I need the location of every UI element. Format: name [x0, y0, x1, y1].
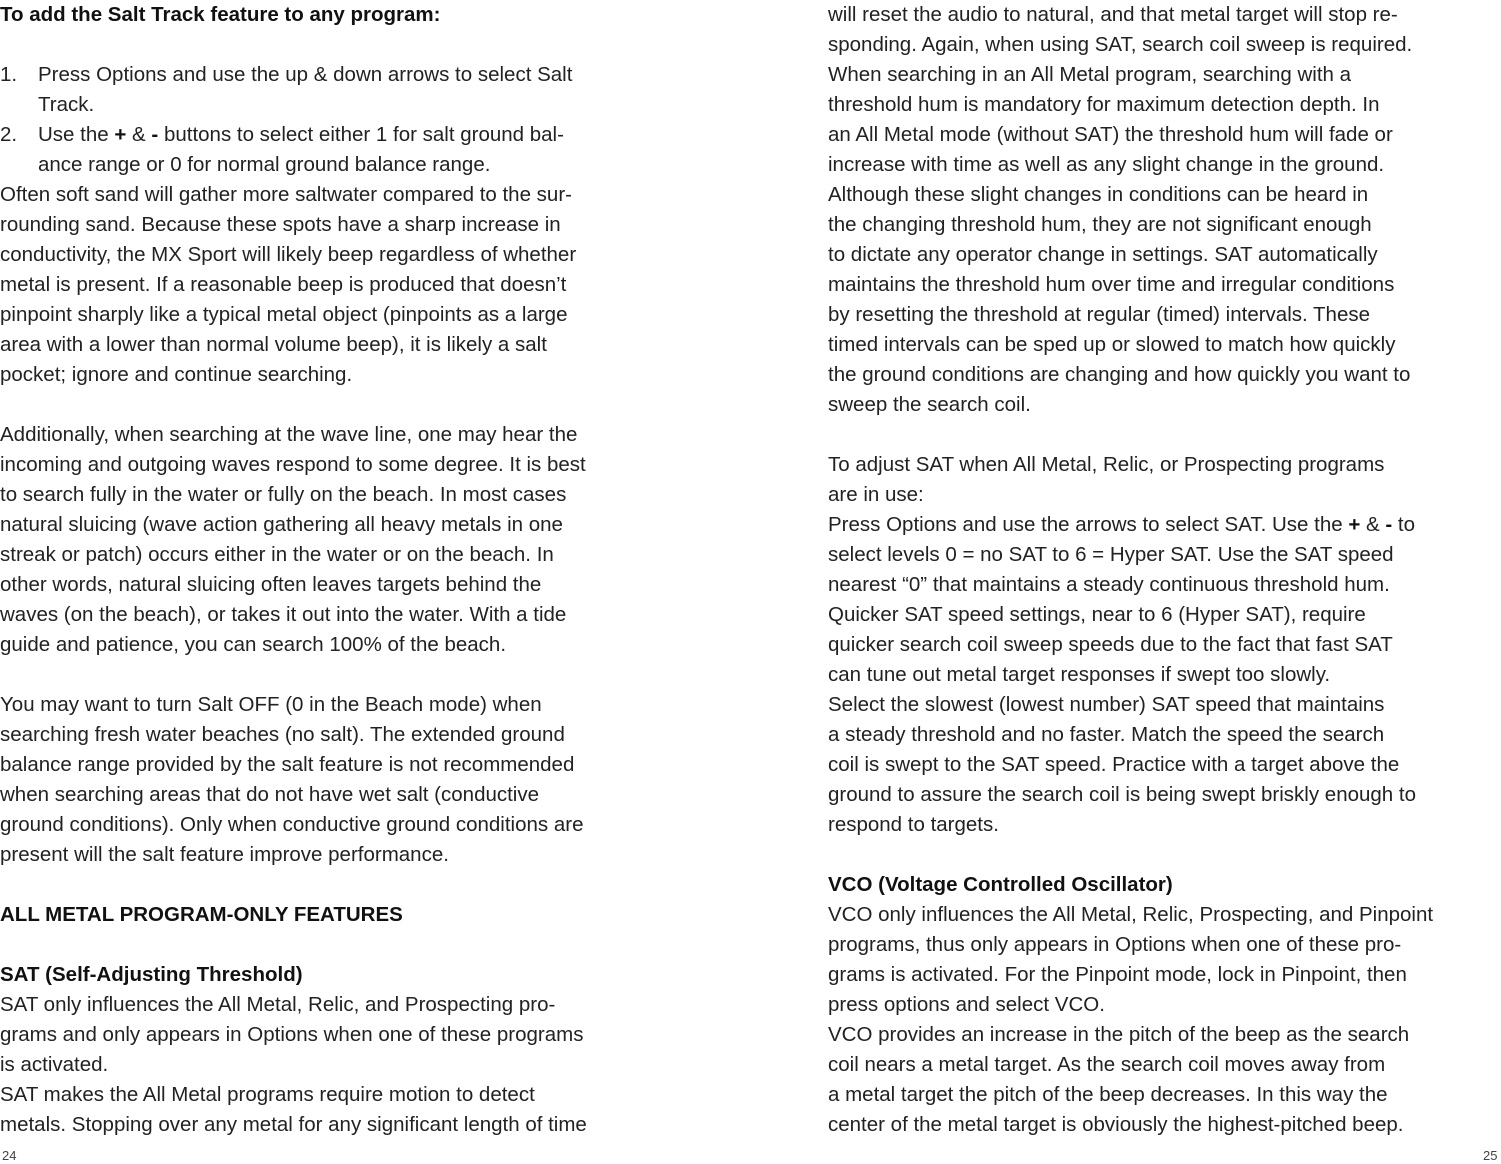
- list-text: Press Options and use the up & down arrows to select Salt: [38, 63, 573, 86]
- text-line: SAT makes the All Metal programs require motion to detect: [0, 1083, 535, 1106]
- page-number: 25: [1483, 1148, 1498, 1163]
- right-page: [828, 0, 1501, 1140]
- text-line: the ground conditions are changing and how quickly you want to: [828, 363, 1411, 386]
- list-text: Track.: [38, 93, 95, 116]
- text-line: SAT only influences the All Metal, Relic, and Prospecting pro-: [0, 993, 556, 1016]
- text-line: press options and select VCO.: [828, 993, 1105, 1016]
- paragraph-adjust-sat: [828, 450, 1501, 840]
- text-line: Often soft sand will gather more saltwater compared to the sur-: [0, 183, 572, 206]
- text-line: waves (on the beach), or takes it out into the water. With a tide: [0, 603, 567, 626]
- text-line: streak or patch) occurs either in the water or on the beach. In: [0, 543, 554, 566]
- text-line: when searching areas that do not have wet salt (conductive: [0, 783, 540, 806]
- text-line: ground to assure the search coil is being swept briskly enough to: [828, 783, 1417, 806]
- paragraph-sat-continued: [828, 0, 1501, 420]
- text-line: to dictate any operator change in settings. SAT automatically: [828, 243, 1378, 266]
- text-line: the changing threshold hum, they are not significant enough: [828, 213, 1372, 236]
- text-line: [828, 510, 1501, 540]
- text-line: respond to targets.: [828, 813, 999, 836]
- text-span: to: [1392, 513, 1416, 536]
- text-line: coil is swept to the SAT speed. Practice with a target above the: [828, 753, 1400, 776]
- minus-symbol: -: [151, 123, 159, 146]
- text-line: select levels 0 = no SAT to 6 = Hyper SAT. Use the SAT speed: [828, 543, 1394, 566]
- text-line: metal is present. If a reasonable beep is produced that doesn’t: [0, 273, 567, 296]
- list-text: buttons to select either 1 for salt ground bal-: [158, 123, 564, 146]
- paragraph-wave-line: [0, 420, 680, 660]
- left-page: [0, 0, 680, 1140]
- text-line: maintains the threshold hum over time and irregular conditions: [828, 273, 1395, 296]
- spacer: [0, 30, 680, 60]
- text-line: grams is activated. For the Pinpoint mode, lock in Pinpoint, then: [828, 963, 1407, 986]
- text-line: an All Metal mode (without SAT) the threshold hum will fade or: [828, 123, 1393, 146]
- plus-symbol: +: [114, 123, 127, 146]
- page-number: 24: [2, 1148, 17, 1163]
- text-line: a steady threshold and no faster. Match the speed the search: [828, 723, 1385, 746]
- text-line: present will the salt feature improve performance.: [0, 843, 449, 866]
- text-line: threshold hum is mandatory for maximum detection depth. In: [828, 93, 1380, 116]
- list-text: Use the: [38, 123, 115, 146]
- list-item-continuation: [0, 90, 680, 120]
- text-line: Select the slowest (lowest number) SAT speed that maintains: [828, 693, 1385, 716]
- spacer: [0, 870, 680, 900]
- text-line: will reset the audio to natural, and that metal target will stop re-: [828, 3, 1398, 26]
- text-line: When searching in an All Metal program, searching with a: [828, 63, 1352, 86]
- text-line: is activated.: [0, 1053, 109, 1076]
- text-line: quicker search coil sweep speeds due to the fact that fast SAT: [828, 633, 1393, 656]
- text-line: are in use:: [828, 483, 924, 506]
- text-line: Although these slight changes in conditions can be heard in: [828, 183, 1369, 206]
- list-text: ance range or 0 for normal ground balance range.: [38, 153, 491, 176]
- list-number: 2.: [0, 123, 18, 146]
- text-line: searching fresh water beaches (no salt). The extended ground: [0, 723, 565, 746]
- spacer: [0, 390, 680, 420]
- ampersand: &: [126, 123, 152, 146]
- list-item: [0, 60, 680, 90]
- text-line: To adjust SAT when All Metal, Relic, or Prospecting programs: [828, 453, 1385, 476]
- text-line: timed intervals can be sped up or slowed to match how quickly: [828, 333, 1396, 356]
- text-line: programs, thus only appears in Options when one of these pro-: [828, 933, 1402, 956]
- text-line: can tune out metal target responses if swept too slowly.: [828, 663, 1331, 686]
- text-line: pocket; ignore and continue searching.: [0, 363, 353, 386]
- list-number: 1.: [0, 63, 18, 86]
- text-line: natural sluicing (wave action gathering all heavy metals in one: [0, 513, 563, 536]
- text-line: VCO provides an increase in the pitch of the beep as the search: [828, 1023, 1410, 1046]
- vco-heading: VCO (Voltage Controlled Oscillator): [828, 873, 1173, 896]
- text-line: sweep the search coil.: [828, 393, 1031, 416]
- text-line: area with a lower than normal volume beep), it is likely a salt: [0, 333, 547, 356]
- text-line: pinpoint sharply like a typical metal object (pinpoints as a large: [0, 303, 568, 326]
- spacer: [0, 930, 680, 960]
- text-line: conductivity, the MX Sport will likely beep regardless of whether: [0, 243, 577, 266]
- paragraph-salt-off: [0, 690, 680, 870]
- ampersand: &: [1360, 513, 1386, 536]
- text-line: nearest “0” that maintains a steady continuous threshold hum.: [828, 573, 1390, 596]
- text-line: sponding. Again, when using SAT, search coil sweep is required.: [828, 33, 1413, 56]
- text-line: incoming and outgoing waves respond to some degree. It is best: [0, 453, 586, 476]
- text-line: grams and only appears in Options when one of these programs: [0, 1023, 584, 1046]
- spacer: [0, 660, 680, 690]
- paragraph-salt-pockets: [0, 180, 680, 390]
- list-item-continuation: [0, 150, 680, 180]
- text-line: guide and patience, you can search 100% of the beach.: [0, 633, 507, 656]
- text-line: coil nears a metal target. As the search coil moves away from: [828, 1053, 1386, 1076]
- section-heading: ALL METAL PROGRAM-ONLY FEATURES: [0, 903, 403, 926]
- text-line: other words, natural sluicing often leaves targets behind the: [0, 573, 542, 596]
- text-line: You may want to turn Salt OFF (0 in the Beach mode) when: [0, 693, 542, 716]
- minus-symbol: -: [1385, 513, 1393, 536]
- text-line: rounding sand. Because these spots have a sharp increase in: [0, 213, 561, 236]
- text-line: center of the metal target is obviously the highest-pitched beep.: [828, 1113, 1404, 1136]
- text-line: Quicker SAT speed settings, near to 6 (Hyper SAT), require: [828, 603, 1366, 626]
- text-line: a metal target the pitch of the beep decreases. In this way the: [828, 1083, 1388, 1106]
- text-line: balance range provided by the salt feature is not recommended: [0, 753, 575, 776]
- plus-symbol: +: [1348, 513, 1361, 536]
- text-line: to search fully in the water or fully on the beach. In most cases: [0, 483, 567, 506]
- text-span: Press Options and use the arrows to select SAT. Use the: [828, 513, 1349, 536]
- text-line: VCO only influences the All Metal, Relic, Prospecting, and Pinpoint: [828, 903, 1434, 926]
- sat-heading: SAT (Self-Adjusting Threshold): [0, 963, 303, 986]
- list-item: [0, 120, 680, 150]
- spacer: [828, 840, 1501, 870]
- spacer: [828, 420, 1501, 450]
- salt-track-heading: To add the Salt Track feature to any program:: [0, 3, 441, 26]
- text-line: Additionally, when searching at the wave line, one may hear the: [0, 423, 578, 446]
- text-line: ground conditions). Only when conductive ground conditions are: [0, 813, 584, 836]
- text-line: metals. Stopping over any metal for any significant length of time: [0, 1113, 587, 1136]
- text-line: increase with time as well as any slight change in the ground.: [828, 153, 1385, 176]
- text-line: by resetting the threshold at regular (timed) intervals. These: [828, 303, 1370, 326]
